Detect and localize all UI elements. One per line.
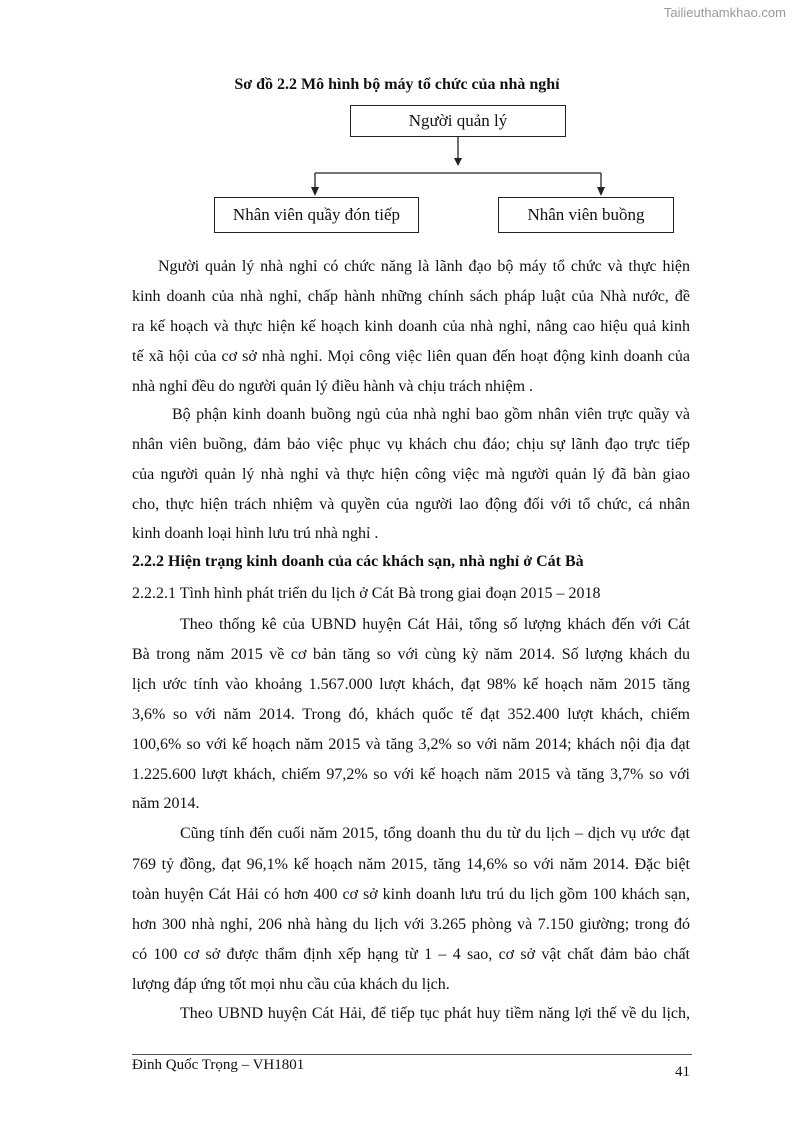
- subsection-heading: 2.2.2.1 Tình hình phát triển du lịch ở Cát Bà trong giai đoạn 2015 – 2018: [132, 585, 601, 602]
- page-number: 41: [675, 1064, 690, 1080]
- arrow-down-icon: [454, 158, 462, 166]
- text-line: Người quản lý nhà nghỉ có chức năng là lãnh đạo bộ máy tổ chức và thực hiện: [158, 258, 690, 275]
- arrow-down-icon: [597, 187, 605, 196]
- node-reception-staff: [214, 197, 419, 233]
- node-manager: [350, 105, 566, 137]
- text-line: 3,6% so với năm 2014. Trong đó, khách quốc tế đạt 352.400 lượt khách, chiếm: [132, 706, 690, 723]
- text-line: Theo thống kê của UBND huyện Cát Hải, tổng số lượng khách đến với Cát: [180, 616, 690, 633]
- arrow-down-icon: [311, 187, 319, 196]
- text-line: nhà nghỉ đều do người quản lý điều hành và chịu trách nhiệm .: [132, 378, 534, 395]
- text-line: kinh doanh của nhà nghỉ, chấp hành những chính sách pháp luật của Nhà nước, đề: [132, 288, 690, 305]
- text-line: Bộ phận kinh doanh buồng ngủ của nhà nghỉ bao gồm nhân viên trực quầy và: [172, 406, 690, 423]
- text-line: năm 2014.: [132, 795, 200, 812]
- text-line: 100,6% so với kế hoạch năm 2015 và tăng 3,2% so với năm 2014; khách nội địa đạt: [132, 736, 690, 753]
- footer-author: Đinh Quốc Trọng – VH1801: [132, 1057, 305, 1073]
- node-label: Người quản lý: [408, 111, 508, 130]
- text-line: lịch ước tính vào khoảng 1.567.000 lượt khách, đạt 98% kế hoạch năm 2015 tăng: [132, 676, 690, 693]
- watermark: Tailieuthamkhao.com: [663, 5, 786, 20]
- text-line: Cũng tính đến cuối năm 2015, tổng doanh thu du từ du lịch – dịch vụ ước đạt: [180, 825, 690, 842]
- text-line: hơn 300 nhà nghỉ, 206 nhà hàng du lịch với 3.265 phòng và 7.150 giường; trong đó: [132, 916, 690, 933]
- text-line: cho, thực hiện trách nhiệm và quyền của người lao động đối với tổ chức, cá nhân: [132, 496, 690, 513]
- node-room-staff: [498, 197, 674, 233]
- node-label: Nhân viên buồng: [527, 205, 645, 224]
- node-label: Nhân viên quầy đón tiếp: [232, 205, 401, 224]
- footer-divider: [132, 1054, 692, 1055]
- text-line: có 100 cơ sở được thẩm định xếp hạng từ 1 – 4 sao, cơ sở vật chất đảm bảo chất: [132, 946, 690, 963]
- text-line: toàn huyện Cát Hải có hơn 400 cơ sở kinh doanh lưu trú du lịch gồm 100 khách sạn,: [132, 886, 690, 903]
- text-line: 1.225.600 lượt khách, chiếm 97,2% so với kế hoạch năm 2015 và tăng 3,7% so với: [132, 766, 690, 783]
- diagram-title: Sơ đồ 2.2 Mô hình bộ máy tổ chức của nhà nghỉ: [234, 76, 560, 93]
- text-line: ra kế hoạch và thực hiện kế hoạch kinh doanh của nhà nghỉ, nâng cao hiệu quả kinh: [132, 318, 690, 335]
- text-line: kinh doanh loại hình lưu trú nhà nghỉ .: [132, 525, 379, 542]
- text-line: của người quản lý nhà nghỉ và thực hiện công việc mà người quản lý đã bàn giao: [132, 466, 690, 483]
- text-line: tế xã hội của cơ sở nhà nghỉ. Mọi công việc liên quan đến hoạt động kinh doanh của: [132, 348, 690, 365]
- text-line: lượng đáp ứng tốt mọi nhu cầu của khách du lịch.: [132, 976, 450, 993]
- text-line: Theo UBND huyện Cát Hải, để tiếp tục phát huy tiềm năng lợi thế về du lịch,: [180, 1005, 690, 1022]
- text-line: nhân viên buồng, đảm bảo việc phục vụ khách chu đáo; chịu sự lãnh đạo trực tiếp: [132, 436, 690, 453]
- section-heading: 2.2.2 Hiện trạng kinh doanh của các khách sạn, nhà nghỉ ở Cát Bà: [132, 553, 584, 570]
- text-line: Bà trong năm 2015 về cơ bản tăng so với cùng kỳ năm 2014. Số lượng khách du: [132, 646, 690, 663]
- text-line: 769 tỷ đồng, đạt 96,1% kế hoạch năm 2015, tăng 14,6% so với năm 2014. Đặc biệt: [132, 856, 690, 873]
